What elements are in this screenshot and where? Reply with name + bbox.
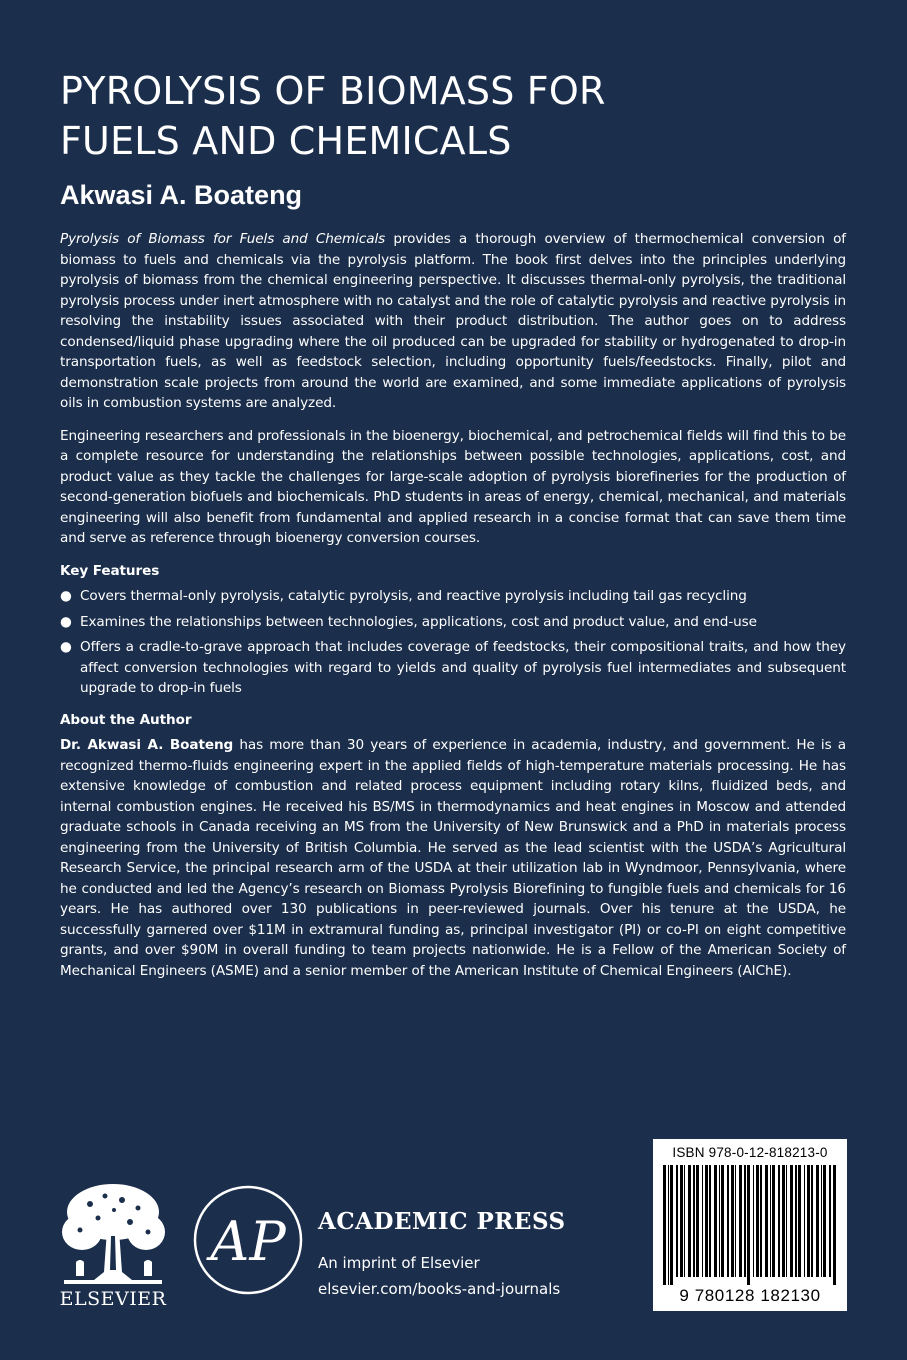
barcode-bar [663,1165,666,1285]
barcode-bar [753,1165,754,1277]
barcode-bar [821,1165,822,1277]
barcode-bar [676,1165,678,1277]
bullet-icon: ● [60,613,72,630]
barcode-bar [778,1165,780,1277]
barcode-bar [714,1165,717,1277]
barcode-bar [829,1165,831,1277]
barcode-bar [744,1165,746,1277]
barcode-bar [765,1165,768,1277]
title-line-2: FUELS AND CHEMICALS [60,119,512,163]
barcode-bar [731,1165,734,1277]
book-title [60,66,860,166]
barcode-bar [811,1165,813,1277]
barcode-bar [727,1165,729,1277]
list-item [60,586,846,607]
barcode-bar [696,1165,699,1277]
author-bio-name: Dr. Akwasi A. Boateng [60,737,234,753]
key-features-list [60,586,846,699]
barcode-bar [772,1165,775,1277]
barcode-bar [747,1165,750,1285]
barcode-icon [661,1165,839,1285]
author-name: Akwasi A. Boateng [60,180,303,210]
bullet-icon: ● [60,639,72,655]
isbn-label: ISBN 978-0-12-818213-0 [672,1145,828,1160]
barcode-bar [795,1165,797,1277]
author-bio-text: has more than 30 years of experience in academia, industry, and government. He is a recognized thermo-fluids engineering expert in the applied fields of high-temperature materials processing. He has extensive knowledge of combustion and related process equipment including rotary kilns, fluidized beds, and internal combustion engines. He received his BS/MS in thermodynamics and heat engines in Moscow and attended graduate schools in Canada receiving an MS from the University of New Brunswick and a PhD in materials process engineering from the University of British Columbia. He served as the lead scientist with the USDA’s Agricultural Research Service, the principal research arm of the USDA at their utilization lab in Wyndmoor, Pennsylvania, where he conducted and led the Agency’s research on Biomass Pyrolysis Biorefining to fungible fuels and chemicals for 16 years. He has authored over 130 publications in peer-reviewed journals. Over his tenure at the USDA, he successfully garnered over $11M in extramural funding as, principal investigator (PI) or co-PI on eight competitive grants, and over $90M in overall funding to team projects nationwide. He is a Fellow of the American Society of Mechanical Engineers (ASME) and a senior member of the American Institute of Chemical Engineers (AIChE). [60,737,846,979]
barcode-bar [702,1165,703,1277]
list-item [60,637,846,699]
barcode-bar [770,1165,771,1277]
barcode-bar [709,1165,711,1277]
author-bio [60,735,846,981]
title-line-1: PYROLYSIS OF BIOMASS FOR [60,69,606,113]
barcode-bar [760,1165,762,1277]
description-paragraph-1 [60,229,846,414]
elsevier-wordmark: ELSEVIER [59,1288,167,1310]
back-cover-text [60,229,846,981]
key-features-heading: Key Features [60,562,160,579]
barcode-bar [756,1165,759,1277]
barcode-bar [693,1165,695,1277]
barcode-bar [670,1165,673,1285]
feature-text: Offers a cradle-to-grave approach that includes coverage of feedstocks, their compositional traits, and how they affect conversion technologies with regard to yields and quality of pyrolysis fuel intermediates and subsequent upgrade to drop-in fuels [80,639,846,696]
barcode-bar [790,1165,793,1277]
imprint-text: An imprint of Elsevier [318,1254,480,1272]
barcode-bar [833,1165,836,1285]
about-author-heading: About the Author [60,711,192,728]
barcode-bar [798,1165,801,1277]
bullet-icon: ● [60,588,72,604]
feature-text: Examines the relationships between technologies, applications, cost and product value, and end-use [80,613,757,630]
barcode-bar [705,1165,708,1277]
barcode-bar [721,1165,724,1277]
barcode-bar [688,1165,691,1277]
description-paragraph-1-text: provides a thorough overview of thermochemical conversion of biomass to fuels and chemicals via the pyrolysis platform. The book first delves into the principles underlying pyrolysis of biomass from the chemical engineering perspective. It discusses thermal-only pyrolysis, the traditional pyrolysis process under inert atmosphere with no catalyst and the role of catalytic pyrolysis and reactive pyrolysis in resolving the instability issues associated with their product distribution. The author goes on to address condensed/liquid phase upgrading where the oil produced can be upgraded for stability or hydrogenated to drop-in transportation fuels, as well as feedstock selection, including opportunity fuels/feedstocks. Finally, pilot and demonstration scale projects from around the world are examined, and some immediate applications of pyrolysis oils in combustion systems are analyzed. [60,231,846,411]
barcode-bar [782,1165,785,1277]
barcode-bar [739,1165,742,1277]
list-item [60,612,846,633]
barcode-bar [804,1165,805,1277]
isbn-barcode [653,1139,847,1311]
academic-press-name: ACADEMIC PRESS [318,1208,566,1235]
academic-press-logo-icon [192,1184,304,1296]
barcode-bar [684,1165,685,1277]
book-title-italic: Pyrolysis of Biomass for Fuels and Chemicals [60,231,386,247]
barcode-bar [807,1165,810,1277]
feature-text: Covers thermal-only pyrolysis, catalytic pyrolysis, and reactive pyrolysis including tail gas recycling [80,588,747,604]
ap-monogram: AP [210,1210,286,1273]
description-paragraph-2: Engineering researchers and professionals in the bioenergy, biochemical, and petrochemical fields will find this to be a complete resource for understanding the relationships between possible technologies, applications, cost, and product value as they tackle the challenges for large-scale adoption of pyrolysis biorefineries for the production of second-generation biofuels and biochemicals. PhD students in areas of energy, chemical, mechanical, and materials engineering will also benefit from fundamental and applied research in a concise format that can save them time and serve as reference through bioenergy conversion courses. [60,427,846,546]
barcode-bar [680,1165,683,1277]
barcode-digits: 9 780128 182130 [679,1286,821,1305]
publisher-url: elsevier.com/books-and-journals [318,1280,561,1298]
barcode-bar [816,1165,819,1277]
barcode-bar [735,1165,736,1277]
barcode-bar [668,1165,669,1285]
barcode-bar [719,1165,720,1277]
barcode-bar [823,1165,826,1277]
about-author-section [60,735,846,981]
barcode-bar [786,1165,787,1277]
